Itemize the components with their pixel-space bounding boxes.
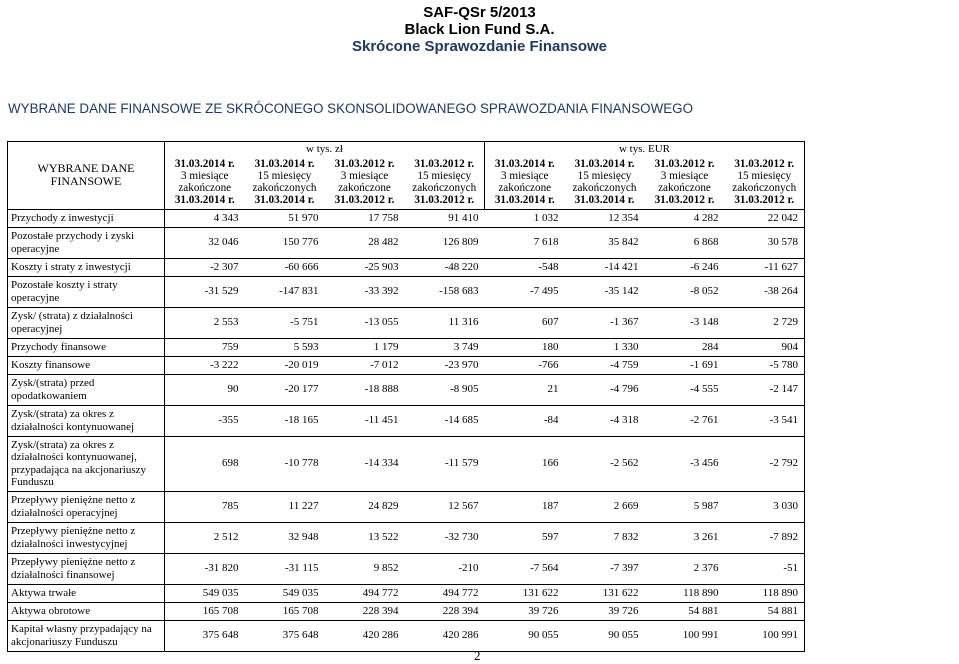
cell-value: 180 — [485, 338, 565, 356]
table-row — [8, 356, 805, 374]
column-header — [725, 156, 805, 209]
cell-value: 90 — [165, 374, 245, 405]
cell-value: -51 — [725, 553, 805, 584]
table-row — [8, 227, 805, 258]
cell-value: 904 — [725, 338, 805, 356]
cell-value: 5 987 — [645, 491, 725, 522]
cell-value: -35 142 — [565, 276, 645, 307]
cell-value: 32 948 — [245, 522, 325, 553]
cell-value: -7 495 — [485, 276, 565, 307]
column-header-line: 3 miesiące — [180, 169, 229, 182]
column-header — [485, 156, 565, 209]
cell-value: -2 792 — [725, 436, 805, 491]
cell-value: -25 903 — [325, 258, 405, 276]
cell-value: -2 562 — [565, 436, 645, 491]
cell-value: 2 376 — [645, 553, 725, 584]
cell-value: -60 666 — [245, 258, 325, 276]
row-label: Pozostałe przychody i zyski operacyjne — [8, 227, 165, 258]
column-header-line: 31.03.2012 r. — [334, 194, 395, 207]
cell-value: -2 147 — [725, 374, 805, 405]
cell-value: -33 392 — [325, 276, 405, 307]
cell-value: 6 868 — [645, 227, 725, 258]
column-header-line: 31.03.2014 r. — [494, 157, 555, 170]
cell-value: -7 564 — [485, 553, 565, 584]
cell-value: -4 318 — [565, 405, 645, 436]
cell-value: -32 730 — [405, 522, 485, 553]
cell-value: -3 222 — [165, 356, 245, 374]
cell-value: -11 627 — [725, 258, 805, 276]
cell-value: 32 046 — [165, 227, 245, 258]
column-header-line: 31.03.2012 r. — [414, 157, 475, 170]
row-label: Przychody finansowe — [8, 338, 165, 356]
cell-value: -11 579 — [405, 436, 485, 491]
cell-value: 228 394 — [325, 602, 405, 620]
cell-value: 35 842 — [565, 227, 645, 258]
report-code: SAF-QSr 5/2013 — [423, 4, 536, 21]
cell-value: 2 729 — [725, 307, 805, 338]
cell-value: 9 852 — [325, 553, 405, 584]
row-label: Koszty i straty z inwestycji — [8, 258, 165, 276]
cell-value: -210 — [405, 553, 485, 584]
cell-value: -2 761 — [645, 405, 725, 436]
column-header-line: zakończone — [338, 182, 391, 195]
row-label: Koszty finansowe — [8, 356, 165, 374]
cell-value: 166 — [485, 436, 565, 491]
cell-value: -7 012 — [325, 356, 405, 374]
cell-value: 3 261 — [645, 522, 725, 553]
cell-value: 11 227 — [245, 491, 325, 522]
row-label: Pozostałe koszty i straty operacyjne — [8, 276, 165, 307]
cell-value: -18 165 — [245, 405, 325, 436]
table-row — [8, 405, 805, 436]
cell-value: -1 691 — [645, 356, 725, 374]
column-header-line: 3 miesiące — [500, 169, 549, 182]
cell-value: -13 055 — [325, 307, 405, 338]
table-row — [8, 276, 805, 307]
page-number: 2 — [474, 648, 481, 663]
section-title: WYBRANE DANE FINANSOWE ZE SKRÓCONEGO SKONSOLIDOWANEGO SPRAWOZDANIA FINANSOWEGO — [8, 101, 693, 116]
cell-value: -31 529 — [165, 276, 245, 307]
cell-value: 4 282 — [645, 209, 725, 227]
row-label: Kapitał własny przypadający na akcjonariuszy Funduszu — [8, 620, 165, 651]
cell-value: 30 578 — [725, 227, 805, 258]
column-header-line: 31.03.2014 r. — [574, 157, 635, 170]
cell-value: -7 892 — [725, 522, 805, 553]
column-header-line: 31.03.2012 r. — [414, 194, 475, 207]
cell-value: 39 726 — [565, 602, 645, 620]
cell-value: 12 567 — [405, 491, 485, 522]
financial-data-table — [7, 141, 805, 652]
cell-value: 91 410 — [405, 209, 485, 227]
table-row — [8, 553, 805, 584]
column-header-line: 31.03.2012 r. — [734, 194, 795, 207]
column-header-line: 31.03.2014 r. — [494, 194, 555, 207]
cell-value: 597 — [485, 522, 565, 553]
cell-value: 118 890 — [725, 584, 805, 602]
cell-value: -3 541 — [725, 405, 805, 436]
cell-value: -4 555 — [645, 374, 725, 405]
cell-value: 12 354 — [565, 209, 645, 227]
cell-value: -3 456 — [645, 436, 725, 491]
cell-value: -18 888 — [325, 374, 405, 405]
row-label: Aktywa trwałe — [8, 584, 165, 602]
cell-value: 698 — [165, 436, 245, 491]
cell-value: -10 778 — [245, 436, 325, 491]
cell-value: -548 — [485, 258, 565, 276]
column-header-line: 31.03.2014 r. — [254, 194, 315, 207]
cell-value: 22 042 — [725, 209, 805, 227]
column-header-line: 31.03.2014 r. — [174, 157, 235, 170]
cell-value: -38 264 — [725, 276, 805, 307]
table-row — [8, 522, 805, 553]
group-header-eur: w tys. EUR — [485, 142, 805, 157]
column-header-line: zakończonych — [732, 182, 797, 195]
cell-value: -20 019 — [245, 356, 325, 374]
cell-value: -2 307 — [165, 258, 245, 276]
row-label: Przepływy pieniężne netto z działalności inwestycyjnej — [8, 522, 165, 553]
table-row — [8, 307, 805, 338]
column-header — [245, 156, 325, 209]
row-label: Zysk/(strata) za okres z działalności kontynuowanej — [8, 405, 165, 436]
cell-value: 100 991 — [725, 620, 805, 651]
cell-value: 2 512 — [165, 522, 245, 553]
cell-value: 2 553 — [165, 307, 245, 338]
table-row — [8, 258, 805, 276]
cell-value: -84 — [485, 405, 565, 436]
cell-value: 7 618 — [485, 227, 565, 258]
cell-value: 375 648 — [165, 620, 245, 651]
cell-value: 420 286 — [405, 620, 485, 651]
cell-value: -8 905 — [405, 374, 485, 405]
column-header-line: zakończone — [178, 182, 232, 195]
cell-value: 54 881 — [725, 602, 805, 620]
cell-value: -31 115 — [245, 553, 325, 584]
cell-value: 549 035 — [165, 584, 245, 602]
cell-value: -31 820 — [165, 553, 245, 584]
row-label: Przepływy pieniężne netto z działalności finansowej — [8, 553, 165, 584]
cell-value: 607 — [485, 307, 565, 338]
cell-value: 150 776 — [245, 227, 325, 258]
cell-value: 785 — [165, 491, 245, 522]
column-header-line: zakończone — [658, 182, 711, 195]
group-header-pln: w tys. zł — [165, 142, 485, 157]
cell-value: -14 685 — [405, 405, 485, 436]
column-header-line: 15 miesięcy — [257, 169, 312, 182]
table-row — [8, 436, 805, 491]
cell-value: 1 032 — [485, 209, 565, 227]
cell-value: 1 330 — [565, 338, 645, 356]
cell-value: 420 286 — [325, 620, 405, 651]
cell-value: 2 669 — [565, 491, 645, 522]
cell-value: 126 809 — [405, 227, 485, 258]
cell-value: 90 055 — [485, 620, 565, 651]
cell-value: 28 482 — [325, 227, 405, 258]
table-row — [8, 209, 805, 227]
table-row — [8, 584, 805, 602]
column-header-line: 15 miesięcy — [577, 169, 632, 182]
cell-value: 24 829 — [325, 491, 405, 522]
column-header-line: 15 miesięcy — [417, 169, 472, 182]
column-header — [405, 156, 485, 209]
column-header-line: 3 miesiące — [660, 169, 709, 182]
cell-value: -6 246 — [645, 258, 725, 276]
cell-value: 4 343 — [165, 209, 245, 227]
cell-value: 39 726 — [485, 602, 565, 620]
cell-value: 100 991 — [645, 620, 725, 651]
column-header-line: 31.03.2014 r. — [574, 194, 635, 207]
cell-value: 3 030 — [725, 491, 805, 522]
cell-value: -1 367 — [565, 307, 645, 338]
cell-value: -4 759 — [565, 356, 645, 374]
cell-value: -14 334 — [325, 436, 405, 491]
cell-value: -355 — [165, 405, 245, 436]
cell-value: 1 179 — [325, 338, 405, 356]
cell-value: -766 — [485, 356, 565, 374]
column-header-line: zakończonych — [252, 182, 317, 195]
table-row — [8, 602, 805, 620]
column-header-line: 31.03.2012 r. — [734, 157, 795, 170]
column-header-line: 15 miesięcy — [737, 169, 792, 182]
cell-value: 17 758 — [325, 209, 405, 227]
table-row — [8, 491, 805, 522]
column-header-line: 31.03.2012 r. — [334, 157, 395, 170]
column-header-line: zakończonych — [412, 182, 477, 195]
cell-value: 759 — [165, 338, 245, 356]
cell-value: 549 035 — [245, 584, 325, 602]
cell-value: 187 — [485, 491, 565, 522]
cell-value: -5 780 — [725, 356, 805, 374]
column-header — [325, 156, 405, 209]
cell-value: 90 055 — [565, 620, 645, 651]
table-corner-label: WYBRANE DANE FINANSOWE — [8, 142, 165, 210]
cell-value: 165 708 — [165, 602, 245, 620]
cell-value: -14 421 — [565, 258, 645, 276]
cell-value: -8 052 — [645, 276, 725, 307]
cell-value: -158 683 — [405, 276, 485, 307]
row-label: Zysk/ (strata) z działalności operacyjnej — [8, 307, 165, 338]
cell-value: 228 394 — [405, 602, 485, 620]
column-header-line: 31.03.2014 r. — [254, 157, 315, 170]
company-name: Black Lion Fund S.A. — [404, 21, 555, 38]
cell-value: 51 970 — [245, 209, 325, 227]
cell-value: -23 970 — [405, 356, 485, 374]
cell-value: 375 648 — [245, 620, 325, 651]
cell-value: -5 751 — [245, 307, 325, 338]
column-header-line: 31.03.2012 r. — [654, 157, 715, 170]
report-title: Skrócone Sprawozdanie Finansowe — [351, 38, 608, 55]
row-label: Zysk/(strata) za okres z działalności kontynuowanej, przypadająca na akcjonariuszy Funduszu — [8, 436, 165, 491]
cell-value: 5 593 — [245, 338, 325, 356]
row-label: Zysk/(strata) przed opodatkowaniem — [8, 374, 165, 405]
cell-value: 131 622 — [485, 584, 565, 602]
cell-value: 118 890 — [645, 584, 725, 602]
column-header-line: zakończone — [498, 182, 552, 195]
column-header-line: 31.03.2012 r. — [654, 194, 715, 207]
cell-value: 131 622 — [565, 584, 645, 602]
cell-value: -7 397 — [565, 553, 645, 584]
cell-value: 165 708 — [245, 602, 325, 620]
column-header — [565, 156, 645, 209]
cell-value: -147 831 — [245, 276, 325, 307]
cell-value: 13 522 — [325, 522, 405, 553]
cell-value: 11 316 — [405, 307, 485, 338]
column-header-line: 31.03.2014 r. — [174, 194, 235, 207]
cell-value: 7 832 — [565, 522, 645, 553]
cell-value: 284 — [645, 338, 725, 356]
cell-value: -3 148 — [645, 307, 725, 338]
column-header-line: zakończonych — [572, 182, 637, 195]
cell-value: -20 177 — [245, 374, 325, 405]
table-row — [8, 374, 805, 405]
cell-value: 3 749 — [405, 338, 485, 356]
cell-value: 494 772 — [405, 584, 485, 602]
row-label: Przepływy pieniężne netto z działalności operacyjnej — [8, 491, 165, 522]
cell-value: -4 796 — [565, 374, 645, 405]
table-row — [8, 620, 805, 651]
column-header — [165, 156, 245, 209]
cell-value: 21 — [485, 374, 565, 405]
column-header — [645, 156, 725, 209]
cell-value: 494 772 — [325, 584, 405, 602]
cell-value: 54 881 — [645, 602, 725, 620]
cell-value: -11 451 — [325, 405, 405, 436]
table-row — [8, 338, 805, 356]
row-label: Aktywa obrotowe — [8, 602, 165, 620]
column-header-line: 3 miesiące — [340, 169, 389, 182]
cell-value: -48 220 — [405, 258, 485, 276]
row-label: Przychody z inwestycji — [8, 209, 165, 227]
